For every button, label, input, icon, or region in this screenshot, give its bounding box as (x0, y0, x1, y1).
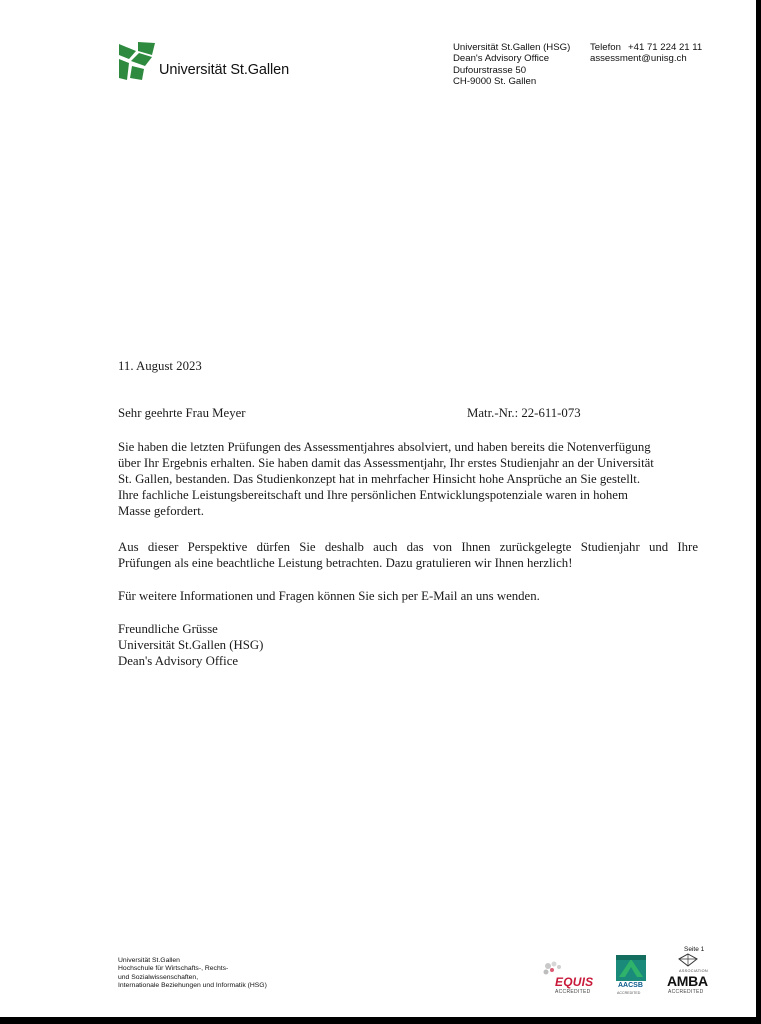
sender-address (453, 42, 570, 87)
amba-sub-label: ACCREDITED (668, 989, 704, 995)
amba-badge (664, 952, 714, 998)
paragraph-3: Für weitere Informationen und Fragen können Sie sich per E-Mail an uns wenden. (118, 589, 540, 603)
hsg-logo-icon (119, 42, 157, 82)
matriculation-number: Matr.-Nr.: 22-611-073 (467, 406, 581, 420)
paragraph-line: Prüfungen als eine beachtliche Leistung betrachten. Dazu gratulieren wir Ihnen herzlich! (118, 556, 573, 570)
paragraph-line: über Ihr Ergebnis erhalten. Sie haben damit das Assessmentjahr, Ihr erstes Studienjahr an der Universität (118, 456, 654, 470)
paragraph-1 (118, 439, 698, 519)
paragraph-line: St. Gallen, bestanden. Das Studienkonzept hat in mehrfacher Hinsicht hohe Ansprüche an Sie gestellt. (118, 472, 641, 486)
address-line: Dufourstrasse 50 (453, 64, 527, 76)
phone-number: +41 71 224 21 11 (628, 42, 703, 53)
address-line: Dean's Advisory Office (453, 53, 550, 65)
aacsb-label: AACSB (618, 982, 643, 989)
amba-association-label: ASSOCIATION (679, 969, 708, 973)
email-address: assessment@unisg.ch (590, 53, 687, 65)
closing-block (118, 621, 263, 669)
equis-sub-label: ACCREDITED (555, 989, 591, 995)
phone-label: Telefon (590, 42, 621, 53)
paragraph-line: Sie haben die letzten Prüfungen des Assessmentjahres absolviert, und haben bereits die Notenverfügung (118, 440, 651, 454)
paragraph-line: Masse gefordert. (118, 504, 204, 518)
equis-badge (541, 960, 601, 996)
address-line: Universität St.Gallen (HSG) (453, 42, 571, 53)
footer-line: Internationale Beziehungen und Informatik (HSG) (118, 982, 267, 990)
letter-date: 11. August 2023 (118, 359, 202, 373)
amba-label: AMBA (667, 973, 708, 989)
paragraph-line: Aus dieser Perspektive dürfen Sie deshalb auch das von Ihnen zurückgelegte Studienjahr und Ihre (118, 540, 698, 554)
address-line: CH-9000 St. Gallen (453, 75, 537, 87)
footer-line: Hochschule für Wirtschafts-, Rechts- (118, 965, 229, 973)
aacsb-badge (616, 955, 648, 997)
aacsb-sub-label: ACCREDITED (617, 991, 641, 995)
equis-label: EQUIS (555, 975, 594, 989)
page-number: Seite 1 (684, 946, 705, 953)
closing-line: Dean's Advisory Office (118, 654, 239, 668)
paragraph-line: Ihre fachliche Leistungsbereitschaft und Ihre persönlichen Entwicklungspotenziale waren in hohem (118, 488, 628, 502)
closing-line: Freundliche Grüsse (118, 622, 218, 636)
amba-diamond-icon (678, 953, 698, 967)
closing-line: Universität St.Gallen (HSG) (118, 638, 264, 652)
salutation: Sehr geehrte Frau Meyer (118, 406, 246, 420)
aacsb-emblem-icon (616, 955, 646, 981)
footer-line: Universität St.Gallen (118, 957, 180, 964)
university-logo (119, 42, 319, 84)
footer-line: und Sozialwissenschaften, (118, 973, 199, 981)
logo-wordmark: Universität St.Gallen (159, 62, 290, 78)
footer-address (118, 957, 267, 991)
paragraph-2 (118, 539, 698, 571)
contact-block (590, 42, 702, 65)
